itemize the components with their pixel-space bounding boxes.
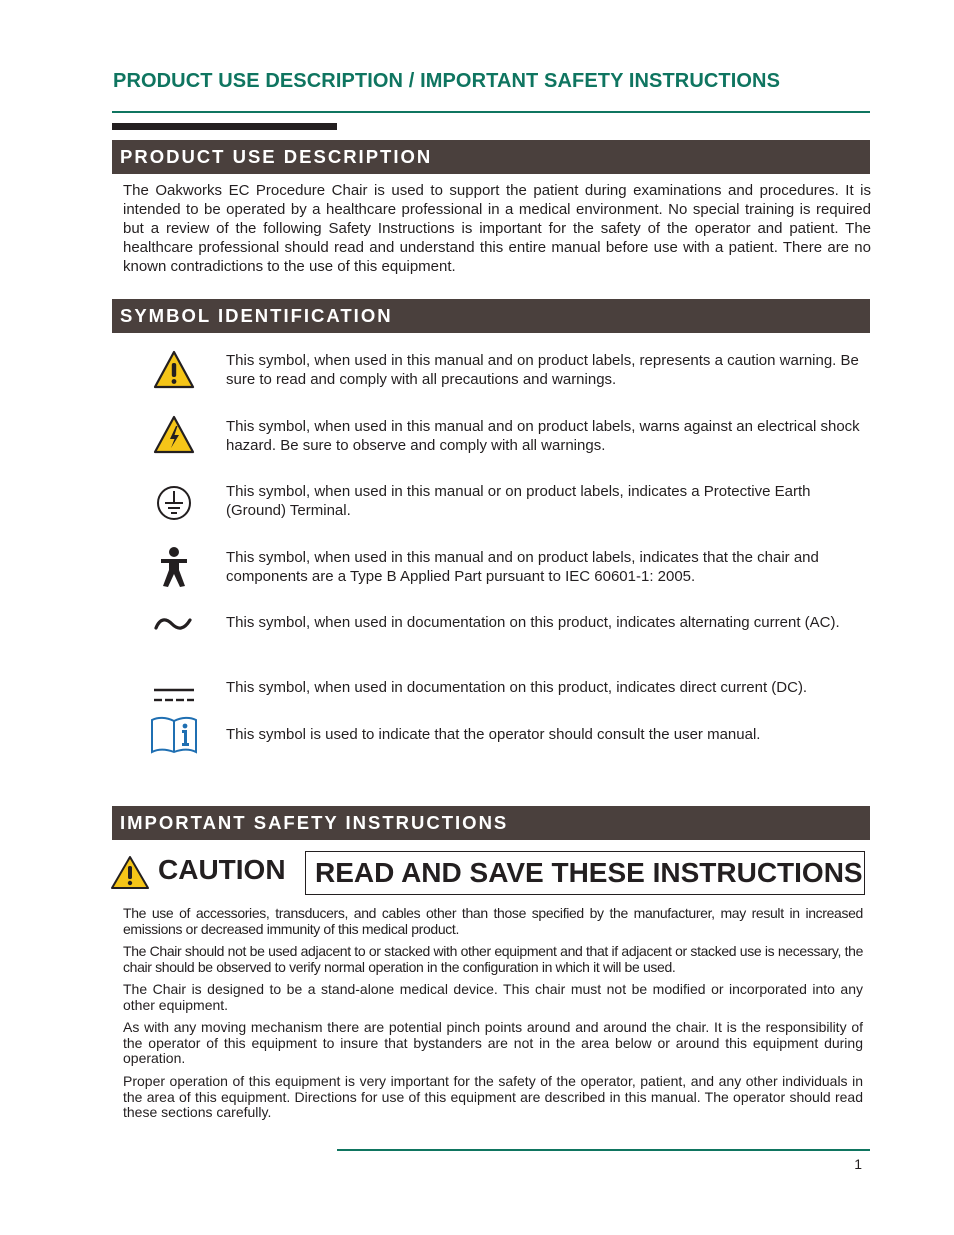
page-number: 1 bbox=[854, 1156, 862, 1172]
title-divider bbox=[112, 111, 870, 113]
read-and-save-banner: READ AND SAVE THESE INSTRUCTIONS bbox=[305, 851, 865, 895]
symbol-description: This symbol, when used in documentation on this product, indicates direct current (DC). bbox=[226, 679, 808, 696]
accent-bar bbox=[112, 123, 337, 130]
safety-paragraph: Proper operation of this equipment is very important for the safety of the operator, patient, and any other individuals in the area of this equipment. Directions for use of this equipment are described in this manual. The operator should read these sections carefully. bbox=[123, 1073, 863, 1120]
section-heading-product-use: PRODUCT USE DESCRIPTION bbox=[112, 140, 870, 174]
product-use-paragraph: The Oakworks EC Procedure Chair is used to support the patient during examinations and procedures. It is intended to be operated by a healthcare professional in a medical environment. No special training is required but a review of the following Safety Instructions is important for the safety of the operator and patient. The healthcare professional should read and understand this entire manual before use with a patient. There are no known contradictions to the use of this equipment. bbox=[123, 182, 871, 275]
footer-divider bbox=[337, 1149, 870, 1151]
safety-paragraph: As with any moving mechanism there are potential pinch points around and around the chair. It is the responsibility of the operator of this equipment to insure that bystanders are not in the area below or around this equipment during operation. bbox=[123, 1019, 863, 1066]
protective-earth-icon bbox=[150, 482, 198, 526]
symbol-description: This symbol is used to indicate that the operator should consult the user manual. bbox=[226, 726, 761, 743]
symbol-description: This symbol, when used in documentation on this product, indicates alternating current (AC). bbox=[226, 614, 840, 631]
caution-triangle-icon bbox=[150, 348, 198, 392]
safety-paragraph: The Chair is designed to be a stand-alone medical device. This chair must not be modified or incorporated into any other equipment. bbox=[123, 981, 863, 1013]
electrical-shock-icon bbox=[150, 413, 198, 457]
page-title: PRODUCT USE DESCRIPTION / IMPORTANT SAFETY INSTRUCTIONS bbox=[113, 70, 781, 92]
section-heading-safety: IMPORTANT SAFETY INSTRUCTIONS bbox=[112, 806, 870, 840]
type-b-applied-part-icon bbox=[150, 545, 198, 589]
caution-triangle-icon bbox=[110, 855, 150, 891]
symbol-description: This symbol, when used in this manual and on product labels, warns against an electrical shock hazard. Be sure to observe and comply with all warnings. bbox=[226, 418, 860, 454]
symbol-description: This symbol, when used in this manual and on product labels, indicates that the chair and components are a Type B Applied Part pursuant to IEC 60601-1: 2005. bbox=[226, 549, 819, 585]
symbol-description: This symbol, when used in this manual and on product labels, represents a caution warning. Be sure to read and comply with all precautions and warnings. bbox=[226, 352, 859, 388]
consult-manual-icon bbox=[150, 715, 198, 759]
safety-paragraph: The use of accessories, transducers, and cables other than those specified by the manufacturer, may result in increased emissions or decreased immunity of this medical product. bbox=[123, 905, 863, 937]
alternating-current-icon bbox=[150, 610, 198, 654]
section-heading-symbols: SYMBOL IDENTIFICATION bbox=[112, 299, 870, 333]
symbol-description: This symbol, when used in this manual or on product labels, indicates a Protective Earth (Ground) Terminal. bbox=[226, 483, 811, 519]
safety-paragraph: The Chair should not be used adjacent to or stacked with other equipment and that if adjacent or stacked use is necessary, the chair should be observed to verify normal operation in the configuration in which it will be used. bbox=[123, 943, 863, 975]
caution-label: CAUTION bbox=[158, 854, 286, 885]
